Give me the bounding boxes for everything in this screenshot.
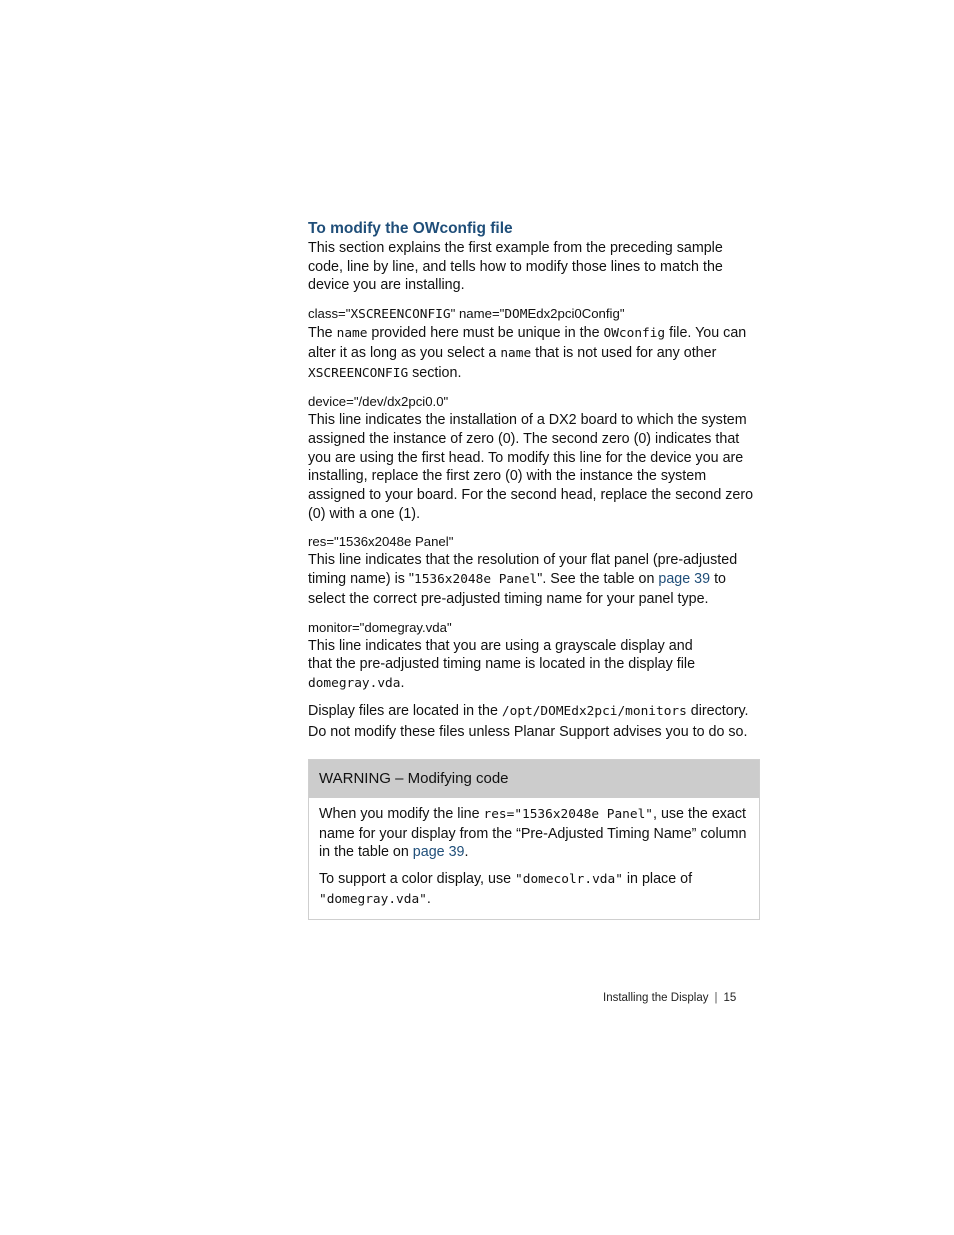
warning-box: [308, 759, 760, 920]
footer-chapter: Installing the Display: [603, 992, 709, 1004]
monitor-explanation-line3: domegray.vda.: [308, 674, 405, 691]
warning-paragraph-1: When you modify the line res="1536x2048e Panel", use the exact name for your display from the “Pre-Adjusted Timing Name” column in the table on page 39.: [319, 806, 747, 861]
page-footer: [603, 990, 763, 1006]
warning-page-39-link[interactable]: page 39: [412, 844, 465, 861]
device-explanation: This line indicates the installation of a DX2 board to which the system assigned the instance of zero (0). The second zero (0) indicates that you are using the first head. To modify this line for the device you are installing, replace the first zero (0) with the instance the system assigned to your board. For the second head, replace the second zero (0) with a one (1).: [308, 412, 754, 522]
section-intro: This section explains the first example from the preceding sample code, line by line, and tells how to modify those lines to match the device you are installing.: [308, 240, 723, 294]
section-heading: To modify the OWconfig file: [308, 220, 513, 237]
class-explanation: The name provided here must be unique in the OWconfig file. You can alter it as long as you select a name that is not used for any other XSCREENCONFIG section.: [308, 325, 747, 381]
warning-title: WARNING – Modifying code: [309, 760, 759, 798]
display-files-location: Display files are located in the /opt/DOMEdx2pci/monitors directory.: [308, 702, 749, 719]
res-explanation: This line indicates that the resolution of your flat panel (pre-adjusted timing name) is "1536x2048e Panel". See the table on page 39 to select the correct pre-adjusted timing name for your panel type.: [308, 552, 738, 607]
code-line-res: res="1536x2048e Panel": [308, 534, 454, 550]
code-line-monitor: monitor="domegray.vda": [308, 619, 452, 635]
monitor-explanation-line2: that the pre-adjusted timing name is located in the display file: [308, 656, 696, 673]
warning-paragraph-2: To support a color display, use "domecolr.vda" in place of "domegray.vda".: [319, 871, 693, 907]
page-number: 15: [723, 992, 737, 1004]
footer-separator: |: [714, 992, 718, 1004]
page-39-link[interactable]: page 39: [658, 571, 711, 588]
do-not-modify-note: Do not modify these files unless Planar Support advises you to do so.: [308, 724, 748, 741]
code-line-device: device="/dev/dx2pci0.0": [308, 394, 449, 410]
warning-body: [309, 798, 759, 919]
code-line-class: class="XSCREENCONFIG" name="DOMEdx2pci0Config": [308, 306, 625, 323]
monitor-explanation-line1: This line indicates that you are using a grayscale display and: [308, 637, 693, 654]
page-content: [308, 219, 760, 742]
